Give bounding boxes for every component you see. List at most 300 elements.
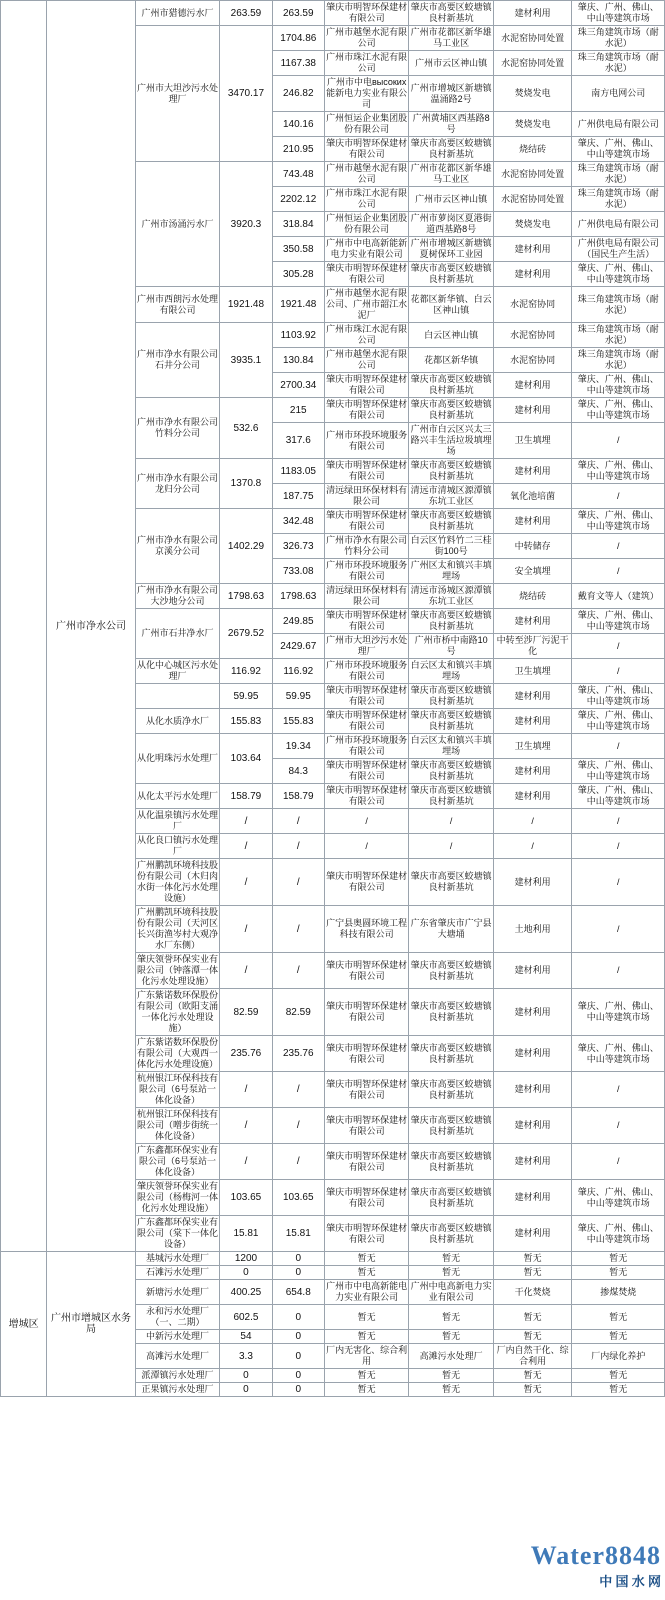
plant-name-cell: 广州市净水有限公司竹料分公司 — [135, 398, 220, 459]
amount-disposed-cell: 158.79 — [272, 784, 324, 809]
receiver-cell: 肇庆市明智环保建材有限公司 — [324, 459, 409, 484]
receiver-cell: / — [324, 809, 409, 834]
method-cell: 建材利用 — [493, 1, 571, 26]
receiver-cell: 肇庆市明智环保建材有限公司 — [324, 262, 409, 287]
amount-disposed-cell: 103.65 — [272, 1180, 324, 1216]
receiver-cell: 广州市珠江水泥有限公司 — [324, 187, 409, 212]
address-cell: 广州市白云区兴太三路兴丰生活垃圾填埋场 — [409, 423, 494, 459]
destination-cell: 肇庆、广州、佛山、中山等建筑市场 — [572, 684, 665, 709]
address-cell: / — [409, 834, 494, 859]
destination-cell: 戴育文等人（建筑） — [572, 584, 665, 609]
table-row — [1, 1252, 665, 1266]
address-cell: 高滩污水处理厂 — [409, 1344, 494, 1369]
address-cell: 广州市云区神山镇 — [409, 51, 494, 76]
amount-produced-cell: 15.81 — [220, 1216, 272, 1252]
address-cell: 白云区太和镇兴丰填埋场 — [409, 659, 494, 684]
destination-cell: 暂无 — [572, 1383, 665, 1397]
amount-produced-cell: / — [220, 809, 272, 834]
address-cell: 清远市清城区源潭镇东坑工业区 — [409, 484, 494, 509]
plant-name-cell: 广州鹏凯环境科技股份有限公司（天河区长兴街渔岑村大观净水厂东侧） — [135, 906, 220, 953]
method-cell: 中转至涉厂污泥干化 — [493, 634, 571, 659]
amount-produced-cell: 2679.52 — [220, 609, 272, 659]
amount-produced-cell: / — [220, 1072, 272, 1108]
destination-cell: / — [572, 423, 665, 459]
address-cell: 肇庆市高要区蛟塘镇良村新基坑 — [409, 509, 494, 534]
amount-disposed-cell: 1183.05 — [272, 459, 324, 484]
amount-disposed-cell: 305.28 — [272, 262, 324, 287]
receiver-cell: / — [324, 834, 409, 859]
address-cell: 肇庆市高要区蛟塘镇良村新基坑 — [409, 609, 494, 634]
plant-name-cell: 肇庆领誉环保实业有限公司（杨梅河一体化污水处理设施） — [135, 1180, 220, 1216]
address-cell: 肇庆市高要区蛟塘镇良村新基坑 — [409, 1108, 494, 1144]
receiver-cell: 肇庆市明智环保建材有限公司 — [324, 509, 409, 534]
address-cell: 广州黄埔区西基路8号 — [409, 112, 494, 137]
destination-cell: 肇庆、广州、佛山、中山等建筑市场 — [572, 784, 665, 809]
plant-name-cell: 永和污水处理厂（一、二期） — [135, 1305, 220, 1330]
amount-disposed-cell: 2429.67 — [272, 634, 324, 659]
method-cell: 焚烧发电 — [493, 76, 571, 112]
destination-cell: 珠三角建筑市场（耐水泥） — [572, 51, 665, 76]
amount-produced-cell: / — [220, 953, 272, 989]
address-cell: 肇庆市高要区蛟塘镇良村新基坑 — [409, 1036, 494, 1072]
amount-disposed-cell: 130.84 — [272, 348, 324, 373]
address-cell: 肇庆市高要区蛟塘镇良村新基坑 — [409, 1180, 494, 1216]
amount-disposed-cell: 215 — [272, 398, 324, 423]
amount-disposed-cell: 350.58 — [272, 237, 324, 262]
amount-disposed-cell: 0 — [272, 1369, 324, 1383]
method-cell: 建材利用 — [493, 398, 571, 423]
destination-cell: 暂无 — [572, 1266, 665, 1280]
method-cell: 暂无 — [493, 1266, 571, 1280]
receiver-cell: 广州市越堡水泥有限公司 — [324, 348, 409, 373]
address-cell: 白云区太和镇兴丰填埋场 — [409, 734, 494, 759]
destination-cell: 珠三角建筑市场（耐水泥） — [572, 323, 665, 348]
amount-produced-cell: 263.59 — [220, 1, 272, 26]
amount-disposed-cell: / — [272, 834, 324, 859]
amount-disposed-cell: 249.85 — [272, 609, 324, 634]
amount-disposed-cell: 2202.12 — [272, 187, 324, 212]
receiver-cell: 广州市环投环境服务有限公司 — [324, 734, 409, 759]
receiver-cell: 肇庆市明智环保建材有限公司 — [324, 1072, 409, 1108]
receiver-cell: 暂无 — [324, 1305, 409, 1330]
method-cell: 暂无 — [493, 1383, 571, 1397]
plant-name-cell — [135, 684, 220, 709]
plant-name-cell: 广州市净水有限公司京溪分公司 — [135, 509, 220, 584]
plant-name-cell: 广州市西朗污水处理有限公司 — [135, 287, 220, 323]
receiver-cell: 暂无 — [324, 1330, 409, 1344]
destination-cell: 暂无 — [572, 1252, 665, 1266]
destination-cell: 肇庆、广州、佛山、中山等建筑市场 — [572, 373, 665, 398]
method-cell: 焚烧发电 — [493, 212, 571, 237]
address-cell: 肇庆市高要区蛟塘镇良村新基坑 — [409, 373, 494, 398]
receiver-cell: 肇庆市明智环保建材有限公司 — [324, 989, 409, 1036]
receiver-cell: 广州市珠江水泥有限公司 — [324, 323, 409, 348]
destination-cell: 厂内绿化养护 — [572, 1344, 665, 1369]
amount-produced-cell: 1402.29 — [220, 509, 272, 584]
amount-produced-cell: / — [220, 906, 272, 953]
plant-name-cell: 石滩污水处理厂 — [135, 1266, 220, 1280]
receiver-cell: 广州市中电高新能新电力实业有限公司 — [324, 237, 409, 262]
amount-disposed-cell: 187.75 — [272, 484, 324, 509]
method-cell: 安全填埋 — [493, 559, 571, 584]
amount-disposed-cell: 116.92 — [272, 659, 324, 684]
receiver-cell: 广州市中电高新能电力实业有限公司 — [324, 1280, 409, 1305]
receiver-cell: 暂无 — [324, 1369, 409, 1383]
amount-produced-cell: 3935.1 — [220, 323, 272, 398]
destination-cell: 肇庆、广州、佛山、中山等建筑市场 — [572, 137, 665, 162]
method-cell: 建材利用 — [493, 709, 571, 734]
address-cell: 暂无 — [409, 1330, 494, 1344]
receiver-cell: 肇庆市明智环保建材有限公司 — [324, 953, 409, 989]
receiver-cell: 肇庆市明智环保建材有限公司 — [324, 1144, 409, 1180]
destination-cell: / — [572, 859, 665, 906]
amount-disposed-cell: 0 — [272, 1305, 324, 1330]
watermark-cn-text: 中 国 水 网 — [599, 1574, 661, 1589]
amount-disposed-cell: 19.34 — [272, 734, 324, 759]
plant-name-cell: 杭州银江环保科技有限公司（6号泵站一体化设备） — [135, 1072, 220, 1108]
method-cell: 水泥窑协同 — [493, 323, 571, 348]
amount-produced-cell: 3470.17 — [220, 26, 272, 162]
method-cell: 氧化池培菌 — [493, 484, 571, 509]
receiver-cell: 暂无 — [324, 1266, 409, 1280]
amount-disposed-cell: / — [272, 953, 324, 989]
address-cell: 广州市桥中南路10号 — [409, 634, 494, 659]
amount-disposed-cell: 0 — [272, 1383, 324, 1397]
amount-disposed-cell: / — [272, 859, 324, 906]
amount-produced-cell: 602.5 — [220, 1305, 272, 1330]
plant-name-cell: 杭州银江环保科技有限公司（噌步街统一体化设备） — [135, 1108, 220, 1144]
receiver-cell: 广州市越堡水泥有限公司、广州市韶江水泥厂 — [324, 287, 409, 323]
org-cell: 广州市净水公司 — [47, 1, 136, 1252]
region-cell: 增城区 — [1, 1252, 47, 1397]
method-cell: 卫生填埋 — [493, 734, 571, 759]
destination-cell: / — [572, 809, 665, 834]
amount-disposed-cell: 15.81 — [272, 1216, 324, 1252]
destination-cell: 珠三角建筑市场（耐水泥） — [572, 162, 665, 187]
method-cell: 暂无 — [493, 1305, 571, 1330]
receiver-cell: 广州市中电высоких能新电力实业有限公司 — [324, 76, 409, 112]
amount-disposed-cell: / — [272, 906, 324, 953]
method-cell: 水泥窑协同处置 — [493, 26, 571, 51]
receiver-cell: 肇庆市明智环保建材有限公司 — [324, 1108, 409, 1144]
amount-disposed-cell: 342.48 — [272, 509, 324, 534]
amount-produced-cell: / — [220, 834, 272, 859]
plant-name-cell: 从化良口镇污水处理厂 — [135, 834, 220, 859]
plant-name-cell: 广州鹏凯环境科技股份有限公司（木归肉水街一体化污水处理设施） — [135, 859, 220, 906]
method-cell: 建材利用 — [493, 784, 571, 809]
receiver-cell: 肇庆市明智环保建材有限公司 — [324, 784, 409, 809]
receiver-cell: 广州市环投环境服务有限公司 — [324, 659, 409, 684]
receiver-cell: 广州市大坦沙污水处理厂 — [324, 634, 409, 659]
amount-disposed-cell: 318.84 — [272, 212, 324, 237]
receiver-cell: 肇庆市明智环保建材有限公司 — [324, 398, 409, 423]
amount-produced-cell: 400.25 — [220, 1280, 272, 1305]
amount-produced-cell: 155.83 — [220, 709, 272, 734]
destination-cell: 珠三角建筑市场（耐水泥） — [572, 348, 665, 373]
method-cell: 建材利用 — [493, 684, 571, 709]
receiver-cell: 广州市越堡水泥有限公司 — [324, 26, 409, 51]
destination-cell: 肇庆、广州、佛山、中山等建筑市场 — [572, 1180, 665, 1216]
method-cell: 烧结砖 — [493, 137, 571, 162]
address-cell: 肇庆市高要区蛟塘镇良村新基坑 — [409, 859, 494, 906]
amount-disposed-cell: 654.8 — [272, 1280, 324, 1305]
destination-cell: / — [572, 1144, 665, 1180]
amount-disposed-cell: 0 — [272, 1266, 324, 1280]
plant-name-cell: 派潭镇污水处理厂 — [135, 1369, 220, 1383]
destination-cell: 广州供电局有限公司（国民生产生活） — [572, 237, 665, 262]
method-cell: 建材利用 — [493, 509, 571, 534]
plant-name-cell: 从化明珠污水处理厂 — [135, 734, 220, 784]
amount-disposed-cell: / — [272, 809, 324, 834]
amount-produced-cell: 0 — [220, 1383, 272, 1397]
destination-cell: / — [572, 659, 665, 684]
destination-cell: 广州供电局有限公司 — [572, 112, 665, 137]
receiver-cell: 清远绿田环保材料有限公司 — [324, 484, 409, 509]
receiver-cell: 肇庆市明智环保建材有限公司 — [324, 1216, 409, 1252]
destination-cell: 肇庆、广州、佛山、中山等建筑市场 — [572, 398, 665, 423]
destination-cell: 珠三角建筑市场（耐水泥） — [572, 287, 665, 323]
method-cell: 水泥窑协同处置 — [493, 162, 571, 187]
destination-cell: 肇庆、广州、佛山、中山等建筑市场 — [572, 459, 665, 484]
method-cell: 建材利用 — [493, 859, 571, 906]
destination-cell: 肇庆、广州、佛山、中山等建筑市场 — [572, 509, 665, 534]
amount-disposed-cell: 140.16 — [272, 112, 324, 137]
amount-produced-cell: 532.6 — [220, 398, 272, 459]
destination-cell: 肇庆、广州、佛山、中山等建筑市场 — [572, 759, 665, 784]
method-cell: 建材利用 — [493, 1216, 571, 1252]
plant-name-cell: 中新污水处理厂 — [135, 1330, 220, 1344]
address-cell: 广州市花都区新华雄马工业区 — [409, 162, 494, 187]
plant-name-cell: 广东紫诺数环保股份有限公司（大观西一体化污水处理设施） — [135, 1036, 220, 1072]
receiver-cell: 肇庆市明智环保建材有限公司 — [324, 859, 409, 906]
method-cell: 建材利用 — [493, 1108, 571, 1144]
method-cell: 卫生填埋 — [493, 423, 571, 459]
amount-produced-cell: / — [220, 1108, 272, 1144]
method-cell: 建材利用 — [493, 262, 571, 287]
destination-cell: 暂无 — [572, 1305, 665, 1330]
destination-cell: 南方电网公司 — [572, 76, 665, 112]
plant-name-cell: 从化太平污水处理厂 — [135, 784, 220, 809]
receiver-cell: 广州市环投环境服务有限公司 — [324, 559, 409, 584]
destination-cell: / — [572, 559, 665, 584]
plant-name-cell: 广州市净水有限公司龙归分公司 — [135, 459, 220, 509]
method-cell: 建材利用 — [493, 609, 571, 634]
table-body — [1, 1, 665, 1397]
method-cell: 水泥窑协同处置 — [493, 51, 571, 76]
address-cell: 暂无 — [409, 1305, 494, 1330]
destination-cell: 肇庆、广州、佛山、中山等建筑市场 — [572, 1, 665, 26]
amount-disposed-cell: 59.95 — [272, 684, 324, 709]
address-cell: 暂无 — [409, 1266, 494, 1280]
receiver-cell: 广州市环投环境服务有限公司 — [324, 423, 409, 459]
method-cell: 焚烧发电 — [493, 112, 571, 137]
amount-disposed-cell: 326.73 — [272, 534, 324, 559]
plant-name-cell: 广东鑫都环保实业有限公司（棠下一体化设备） — [135, 1216, 220, 1252]
destination-cell: 肇庆、广州、佛山、中山等建筑市场 — [572, 989, 665, 1036]
method-cell: 建材利用 — [493, 1144, 571, 1180]
method-cell: 厂内自然干化、综合利用 — [493, 1344, 571, 1369]
address-cell: 暂无 — [409, 1383, 494, 1397]
address-cell: 清远市汤城区源潭镇东坑工业区 — [409, 584, 494, 609]
address-cell: 花都区新华镇、白云区神山镇 — [409, 287, 494, 323]
amount-disposed-cell: 317.6 — [272, 423, 324, 459]
amount-produced-cell: 103.64 — [220, 734, 272, 784]
destination-cell: / — [572, 1108, 665, 1144]
address-cell: 肇庆市高要区蛟塘镇良村新基坑 — [409, 784, 494, 809]
receiver-cell: 肇庆市明智环保建材有限公司 — [324, 1, 409, 26]
address-cell: 广东省肇庆市广宁县大塘埇 — [409, 906, 494, 953]
method-cell: 建材利用 — [493, 989, 571, 1036]
amount-disposed-cell: 1103.92 — [272, 323, 324, 348]
plant-name-cell: 广东紫诺数环保股份有限公司（欧阳支涌一体化污水处理设施） — [135, 989, 220, 1036]
receiver-cell: 肇庆市明智环保建材有限公司 — [324, 759, 409, 784]
amount-produced-cell: 103.65 — [220, 1180, 272, 1216]
amount-produced-cell: / — [220, 1144, 272, 1180]
plant-name-cell: 肇庆领誉环保实业有限公司（钟落潭一体化污水处理设施） — [135, 953, 220, 989]
address-cell: 肇庆市高要区蛟塘镇良村新基坑 — [409, 759, 494, 784]
plant-name-cell: 从化水质净水厂 — [135, 709, 220, 734]
address-cell: 肇庆市高要区蛟塘镇良村新基坑 — [409, 1, 494, 26]
amount-produced-cell: 3.3 — [220, 1344, 272, 1369]
org-cell: 广州市增城区水务局 — [47, 1252, 136, 1397]
address-cell: 广州市萝岗区夏港街道西基路8号 — [409, 212, 494, 237]
receiver-cell: 厂内无害化、综合利用 — [324, 1344, 409, 1369]
address-cell: 肇庆市高要区蛟塘镇良村新基坑 — [409, 398, 494, 423]
watermark-text: Water8848 — [530, 1541, 661, 1570]
address-cell: 肇庆市高要区蛟塘镇良村新基坑 — [409, 1144, 494, 1180]
destination-cell: / — [572, 484, 665, 509]
method-cell: 烧结砖 — [493, 584, 571, 609]
address-cell: 白云区神山镇 — [409, 323, 494, 348]
amount-disposed-cell: 235.76 — [272, 1036, 324, 1072]
destination-cell: 掺煤焚烧 — [572, 1280, 665, 1305]
amount-disposed-cell: 1167.38 — [272, 51, 324, 76]
amount-produced-cell: 235.76 — [220, 1036, 272, 1072]
method-cell: 卫生填埋 — [493, 659, 571, 684]
method-cell: 建材利用 — [493, 1036, 571, 1072]
receiver-cell: 广州市净水有限公司竹料分公司 — [324, 534, 409, 559]
receiver-cell: 肇庆市明智环保建材有限公司 — [324, 1180, 409, 1216]
amount-disposed-cell: 84.3 — [272, 759, 324, 784]
address-cell: 广州市云区神山镇 — [409, 187, 494, 212]
address-cell: 暂无 — [409, 1369, 494, 1383]
method-cell: 建材利用 — [493, 237, 571, 262]
address-cell: 广州市增城区新塘镇温涌路2号 — [409, 76, 494, 112]
amount-produced-cell: 54 — [220, 1330, 272, 1344]
method-cell: 土地利用 — [493, 906, 571, 953]
amount-disposed-cell: 0 — [272, 1330, 324, 1344]
amount-disposed-cell: 155.83 — [272, 709, 324, 734]
destination-cell: 肇庆、广州、佛山、中山等建筑市场 — [572, 1216, 665, 1252]
amount-produced-cell: 158.79 — [220, 784, 272, 809]
method-cell: 建材利用 — [493, 1072, 571, 1108]
plant-name-cell: 广州市石井净水厂 — [135, 609, 220, 659]
address-cell: 花都区新华镇 — [409, 348, 494, 373]
method-cell: 干化焚烧 — [493, 1280, 571, 1305]
method-cell: 水泥窑协同 — [493, 348, 571, 373]
address-cell: 广州市增城区新塘镇夏树保环工业园 — [409, 237, 494, 262]
amount-produced-cell: 1370.8 — [220, 459, 272, 509]
destination-cell: / — [572, 834, 665, 859]
amount-disposed-cell: 1921.48 — [272, 287, 324, 323]
address-cell: 肇庆市高要区蛟塘镇良村新基坑 — [409, 684, 494, 709]
plant-name-cell: 广州市净水有限公司大沙地分公司 — [135, 584, 220, 609]
destination-cell: / — [572, 534, 665, 559]
amount-disposed-cell: 1704.86 — [272, 26, 324, 51]
address-cell: 肇庆市高要区蛟塘镇良村新基坑 — [409, 459, 494, 484]
destination-cell: 肇庆、广州、佛山、中山等建筑市场 — [572, 1036, 665, 1072]
destination-cell: / — [572, 953, 665, 989]
method-cell: / — [493, 834, 571, 859]
destination-cell: 暂无 — [572, 1369, 665, 1383]
receiver-cell: 肇庆市明智环保建材有限公司 — [324, 373, 409, 398]
receiver-cell: 肇庆市明智环保建材有限公司 — [324, 709, 409, 734]
plant-name-cell: 新塘污水处理厂 — [135, 1280, 220, 1305]
amount-produced-cell: 1200 — [220, 1252, 272, 1266]
method-cell: 建材利用 — [493, 373, 571, 398]
address-cell: 肇庆市高要区蛟塘镇良村新基坑 — [409, 137, 494, 162]
amount-disposed-cell: 2700.34 — [272, 373, 324, 398]
destination-cell: 暂无 — [572, 1330, 665, 1344]
destination-cell: / — [572, 1072, 665, 1108]
amount-produced-cell: 59.95 — [220, 684, 272, 709]
amount-produced-cell: 1921.48 — [220, 287, 272, 323]
amount-disposed-cell: / — [272, 1072, 324, 1108]
table-row — [1, 1, 665, 26]
amount-produced-cell: / — [220, 859, 272, 906]
address-cell: 广州区太和镇兴丰填埋场 — [409, 559, 494, 584]
receiver-cell: 广州市珠江水泥有限公司 — [324, 51, 409, 76]
destination-cell: 肇庆、广州、佛山、中山等建筑市场 — [572, 709, 665, 734]
address-cell: / — [409, 809, 494, 834]
watermark — [531, 1541, 661, 1590]
amount-produced-cell: 3920.3 — [220, 162, 272, 287]
amount-disposed-cell: 1798.63 — [272, 584, 324, 609]
amount-produced-cell: 82.59 — [220, 989, 272, 1036]
receiver-cell: 肇庆市明智环保建材有限公司 — [324, 1036, 409, 1072]
destination-cell: 珠三角建筑市场（耐水泥） — [572, 187, 665, 212]
address-cell: 广州市花都区新华雄马工业区 — [409, 26, 494, 51]
amount-disposed-cell: 0 — [272, 1344, 324, 1369]
amount-disposed-cell: 82.59 — [272, 989, 324, 1036]
plant-name-cell: 广州市猎德污水厂 — [135, 1, 220, 26]
amount-produced-cell: 116.92 — [220, 659, 272, 684]
address-cell: 暂无 — [409, 1252, 494, 1266]
plant-name-cell: 高滩污水处理厂 — [135, 1344, 220, 1369]
address-cell: 肇庆市高要区蛟塘镇良村新基坑 — [409, 709, 494, 734]
amount-disposed-cell: 743.48 — [272, 162, 324, 187]
destination-cell: / — [572, 734, 665, 759]
method-cell: 中转储存 — [493, 534, 571, 559]
method-cell: 暂无 — [493, 1369, 571, 1383]
amount-produced-cell: 0 — [220, 1266, 272, 1280]
method-cell: 建材利用 — [493, 759, 571, 784]
address-cell: 肇庆市高要区蛟塘镇良村新基坑 — [409, 262, 494, 287]
method-cell: 建材利用 — [493, 459, 571, 484]
method-cell: 建材利用 — [493, 953, 571, 989]
destination-cell: 肇庆、广州、佛山、中山等建筑市场 — [572, 609, 665, 634]
method-cell: 水泥窑协同处置 — [493, 187, 571, 212]
receiver-cell: 暂无 — [324, 1252, 409, 1266]
receiver-cell: 广州市越堡水泥有限公司 — [324, 162, 409, 187]
amount-disposed-cell: 210.95 — [272, 137, 324, 162]
amount-produced-cell: 1798.63 — [220, 584, 272, 609]
amount-disposed-cell: 0 — [272, 1252, 324, 1266]
plant-name-cell: 基城污水处理厂 — [135, 1252, 220, 1266]
address-cell: 广州中电高新电力实业有限公司 — [409, 1280, 494, 1305]
plant-name-cell: 从化中心城区污水处理厂 — [135, 659, 220, 684]
amount-disposed-cell: 246.82 — [272, 76, 324, 112]
